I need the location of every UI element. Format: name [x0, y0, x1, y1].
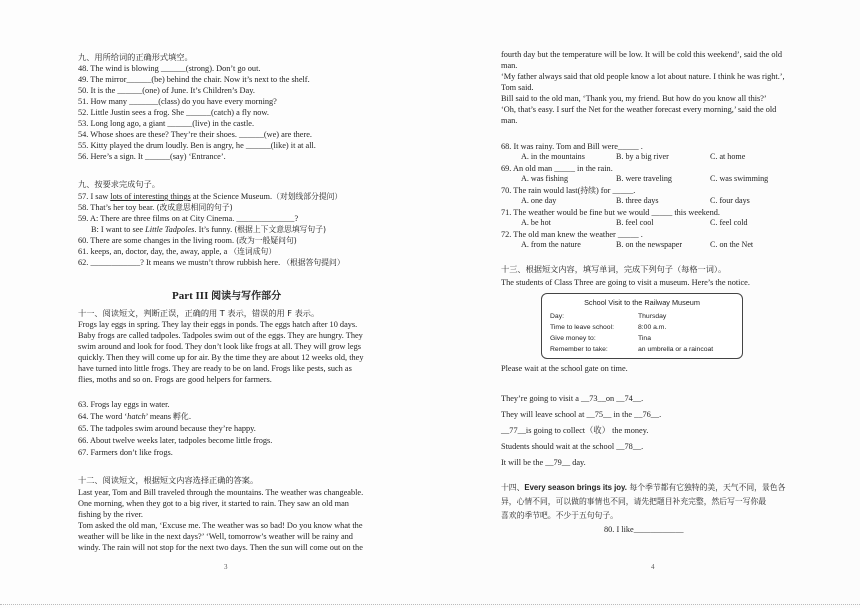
question-54: 54. Whose shoes are these? They’re their shoes. ______(we) are there.	[78, 130, 312, 139]
question-71: 71. The weather would be fine but we would _____ this weekend.	[501, 208, 720, 217]
part-3-heading: Part III 阅读与写作部分	[172, 290, 282, 302]
section-14-line-2: 异，心情不同，可以做的事情也不同，请先把题目补充完整，然后写一写你最	[501, 497, 767, 506]
question-51: 51. How many _______(class) do you have every morning?	[78, 97, 277, 106]
passage-2-continued-line: man.	[501, 116, 518, 125]
notice-label-time: Time to leave school:	[550, 324, 614, 331]
passage-1-line: quickly. Then they will come up for air. By the time they are about 12 weeks old, they	[78, 353, 364, 362]
question-67: 67. Farmers don’t like frogs.	[78, 448, 173, 457]
question-57: 57. I saw lots of interesting things at the Science Museum.（对划线部分提问）	[78, 192, 343, 201]
notice-value-time: 8:00 a.m.	[638, 324, 667, 331]
question-52: 52. Little Justin sees a frog. She ______(catch) a fly now.	[78, 108, 269, 117]
question-71-option-b: B. feel cool	[616, 218, 654, 227]
passage-2-line: Last year, Tom and Bill traveled through the mountains. The weather was changeable.	[78, 488, 364, 497]
fill-78: Students should wait at the school __78__.	[501, 442, 644, 451]
section-13-title: 十三、根据短文内容，填写单词，完成下列句子（每格一词）。	[501, 264, 727, 274]
section-12-title: 十二、阅读短文，根据短文内容选择正确的答案。	[78, 475, 259, 485]
scan-edge-line	[0, 604, 860, 606]
question-69-option-c: C. was swimming	[710, 174, 769, 183]
passage-2-line: weather will be like in the next days?’ ‘Well, tomorrow’s weather will be rainy and	[78, 532, 353, 541]
question-62: 62. ____________? It means we mustn’t throw rubbish here. （根据答句提问）	[78, 258, 345, 267]
question-66: 66. About twelve weeks later, tadpoles become little frogs.	[78, 436, 273, 445]
passage-2-line: fishing by the river.	[78, 510, 143, 519]
question-59b: B: I want to see Little Tadpoles. It’s funny. (根据上下文意思填写句子)	[91, 225, 327, 234]
question-70-option-c: C. four days	[710, 196, 750, 205]
notice-value-money: Tina	[638, 335, 651, 342]
question-64: 64. The word ‘hatch’ means 孵化.	[78, 412, 192, 421]
notice-value-take: an umbrella or a raincoat	[638, 346, 714, 353]
page-number-left: 3	[224, 563, 228, 571]
question-65: 65. The tadpoles swim around because they’re happy.	[78, 424, 256, 433]
question-69: 69. An old man _____ in the rain.	[501, 164, 613, 173]
notice-value-day: Thursday	[638, 313, 667, 320]
museum-notice-box	[541, 293, 743, 359]
question-55: 55. Kitty played the drum loudly. Ben is angry, he ______(like) it at all.	[78, 141, 316, 150]
section-10-title: 九、按要求完成句子。	[78, 179, 160, 189]
question-72: 72. The old man knew the weather _____ .	[501, 230, 643, 239]
passage-1-line: flies, moths and so on. Frogs are good helpers for farmers.	[78, 375, 272, 384]
passage-1-line: swim around and look for food. They don’t look like frogs at all. They will grow legs	[78, 342, 361, 351]
notice-title: School Visit to the Railway Museum	[584, 298, 700, 307]
question-70-option-a: A. one day	[521, 196, 557, 205]
question-50: 50. It is the ______(one) of June. It’s Children’s Day.	[78, 86, 255, 95]
passage-2-continued-line: Tom said.	[501, 83, 534, 92]
section-14-line-3: 喜欢的季节吧。不少于五句句子。	[501, 511, 618, 520]
passage-1-line: Frogs lay eggs in spring. They lay their eggs in ponds. The eggs hatch after 10 days.	[78, 320, 358, 329]
question-59a: 59. A: There are three films on at City Cinema. ______________?	[78, 214, 299, 223]
passage-1-line: have turned into little frogs. They are ready to be on land. Frogs like pests, such as	[78, 364, 352, 373]
question-58: 58. That’s her toy bear. (改成意思相同的句子)	[78, 203, 233, 212]
passage-2-continued-line: fourth day but the temperature will be low. It will be cold this weekend’, said the old	[501, 50, 783, 59]
passage-2-continued-line: ‘Oh, that’s easy. I surf the Net for the weather forecast every morning,’ said the old	[501, 105, 777, 114]
question-48: 48. The wind is blowing ______(strong). Don’t go out.	[78, 64, 261, 73]
notice-after-line: Please wait at the school gate on time.	[501, 364, 628, 373]
question-69-option-b: B. were traveling	[616, 174, 672, 183]
fill-77: __77__is going to collect（收） the money.	[501, 426, 649, 435]
passage-1-line: Baby frogs are called tadpoles. Tadpoles swim out of the eggs. They are hungry. They	[78, 331, 363, 340]
question-56: 56. Here’s a sign. It ______(say) ‘Entrance’.	[78, 152, 226, 161]
notice-label-take: Remember to take:	[550, 346, 608, 353]
question-68-option-b: B. by a big river	[616, 152, 669, 161]
question-60: 60. There are some changes in the living room. (改为一般疑问句)	[78, 236, 297, 245]
question-68-option-a: A. in the mountains	[521, 152, 585, 161]
question-72-option-c: C. on the Net	[710, 240, 754, 249]
question-72-option-b: B. on the newspaper	[616, 240, 683, 249]
question-53: 53. Long long ago, a giant ______(live) in the castle.	[78, 119, 255, 128]
passage-2-continued-line: Bill said to the old man, ‘Thank you, my friend. But how do you know all this?’	[501, 94, 767, 103]
question-80: 80. I like____________	[604, 525, 684, 534]
passage-2-line: One morning, when they got to a big river, it started to rain. They saw an old man	[78, 499, 349, 508]
question-49: 49. The mirror______(be) behind the chair. Now it’s next to the shelf.	[78, 75, 310, 84]
passage-2-line: Tom asked the old man, ‘Excuse me. The weather was so bad! Do you know what the	[78, 521, 363, 530]
fill-75-76: They will leave school at __75__ in the __76__.	[501, 410, 662, 419]
section-11-title: 十一、阅读短文，判断正误，正确的用 T 表示，错误的用 F 表示。	[78, 308, 320, 318]
notice-label-money: Give money to:	[550, 335, 596, 342]
fill-79: It will be the __79__ day.	[501, 458, 586, 467]
question-72-option-a: A. from the nature	[521, 240, 581, 249]
passage-2-continued-line: ‘My father always said that old people know a lot about nature. I think he was right.’,	[501, 72, 785, 81]
passage-2-line: windy. The rain will not stop for the next two days. Then the sun will come out on the	[78, 543, 363, 552]
page-number-right: 4	[651, 563, 655, 571]
notice-label-day: Day:	[550, 313, 564, 320]
section-13-intro: The students of Class Three are going to visit a museum. Here’s the notice.	[501, 278, 750, 287]
question-68-option-c: C. at home	[710, 152, 746, 161]
question-61: 61. keeps, an, doctor, day, the, away, apple, a （连词成句）	[78, 247, 277, 256]
passage-2-continued-line: man.	[501, 61, 518, 70]
question-71-option-c: C. feel cold	[710, 218, 748, 227]
question-70: 70. The rain would last(持续) for _____.	[501, 186, 636, 195]
question-63: 63. Frogs lay eggs in water.	[78, 400, 170, 409]
fill-73-74: They’re going to visit a __73__on __74__.	[501, 394, 644, 403]
question-68: 68. It was rainy. Tom and Bill were_____ .	[501, 142, 643, 151]
question-70-option-b: B. three days	[616, 196, 659, 205]
question-71-option-a: A. be hot	[521, 218, 551, 227]
section-14-line-1: 十四、Every season brings its joy. 每个季节都有它独特的美，天气不同，景色各	[501, 483, 786, 492]
question-69-option-a: A. was fishing	[521, 174, 568, 183]
section-9-title: 九、用所给词的正确形式填空。	[78, 52, 193, 62]
